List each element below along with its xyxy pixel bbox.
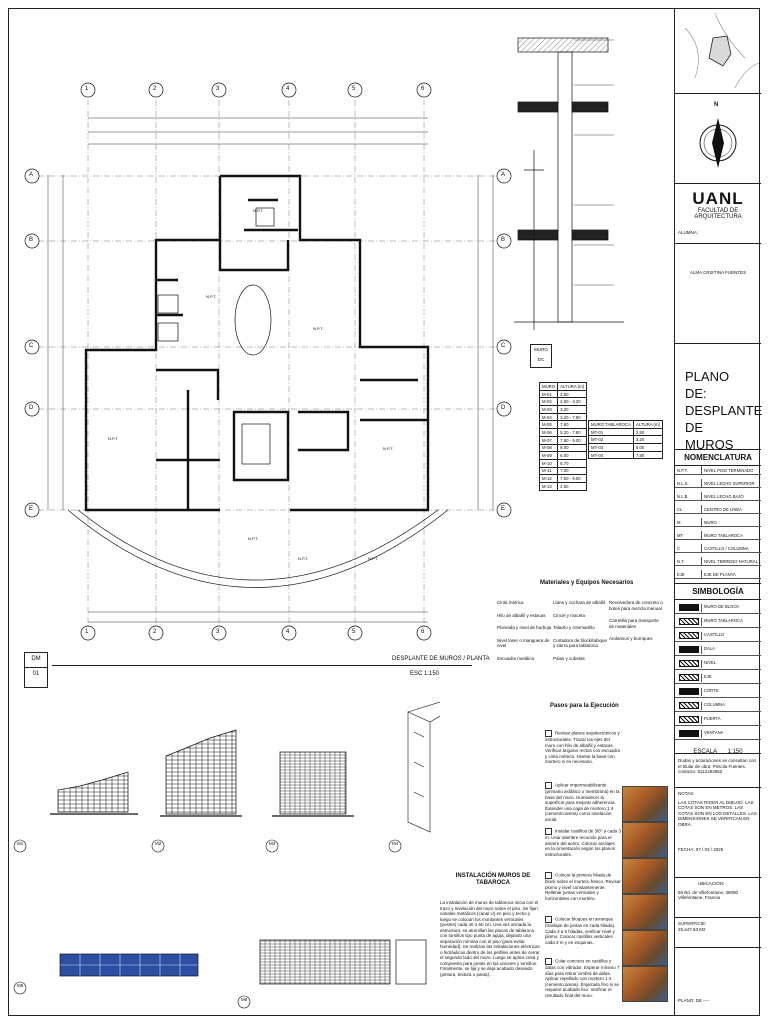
svg-text:N.P.T.: N.P.T. <box>248 536 259 541</box>
svg-text:N.P.T.: N.P.T. <box>383 446 394 451</box>
simbologia-title: SIMBOLOGÍA <box>692 587 744 596</box>
muro-detail-code <box>530 344 552 368</box>
simbologia-label: MURO DE BLOCK <box>701 604 759 612</box>
fecha-label: FECHA: <box>678 847 695 852</box>
nomenclatura-desc: NIVEL TERRENO NATURAL <box>701 557 760 566</box>
construction-photo <box>622 930 668 966</box>
step-bullet-icon <box>545 828 552 835</box>
list-item: Cincel y maceta <box>553 612 586 618</box>
title-block <box>674 8 763 1016</box>
nomenclatura-row <box>675 544 761 553</box>
svg-text:N.P.T.: N.P.T. <box>253 208 264 213</box>
axis-number-bottom: 2 <box>153 629 157 635</box>
pasos-list <box>545 730 621 1012</box>
step-text: Instalar castillos de 3/8" a cada 3 m. Usar alambre recocido para el amarre del acero. Colocar anclajes en la cimentación según los planos estructurales. <box>545 828 621 857</box>
list-item: Carretilla para transporte de materiales <box>609 618 659 629</box>
step-bullet-icon <box>545 782 552 789</box>
table-cell: M-08 <box>540 444 558 452</box>
ubicacion-label: UBICACIÓN: <box>698 881 725 886</box>
step-text: Aplicar impermeabilizante (primario asfáltico o membrana) en la base del muro. Humedecer la superficie para mejorar adherencia. Extender una capa de mortero 1:4 (cemento:arena) como nivelación inicial. <box>545 782 620 822</box>
nomenclatura-row <box>675 518 761 527</box>
table-cell: M-09 <box>540 452 558 460</box>
materiales-title: Materiales y Equipos Necesarios <box>540 580 634 586</box>
table-cell: 5.20 - 7.80 <box>558 429 587 437</box>
tabaroca-height-table <box>588 420 663 459</box>
step-bullet-icon <box>545 958 552 965</box>
simbologia-row <box>675 726 761 740</box>
floor-plan <box>8 40 516 680</box>
table-cell: M-13 <box>540 482 558 490</box>
step-item <box>545 828 621 857</box>
school-name: UANL <box>692 189 744 208</box>
instalacion-text: La instalación de muros de tablaroca inicia con el trazo y nivelación del muro sobre el piso. Se fijan canales metálicos (canal U) en piso y techo y luego se colocan los montantes verticales (postes) cada 40 o 60 cm. Una vez armada la estructura, se atornillan las placas de tablaroca con tornillos tipo punta de aguja, dejando una separación mínima con el piso (para evitar humedad). Se realizan las instalaciones eléctricas o hidráulicas dentro de los perfiles antes de cerrar el segundo lado del muro. Luego se aplica cinta y compuesto para juntas en las uniones y tornillos. Finalmente, se lija y se deja acabado deseado (pintura, textura o pasta). <box>440 900 540 977</box>
table-row <box>589 444 663 452</box>
nomenclatura-desc: CASTILLO / COLUMNA <box>701 544 760 553</box>
simbologia-list <box>675 600 761 740</box>
nomenclatura-row <box>675 505 761 514</box>
construction-photo <box>622 858 668 894</box>
axis-number-top: 6 <box>421 86 425 92</box>
nomenclatura-desc: NIVEL LECHO BAJO <box>701 492 760 501</box>
dudas-cell <box>675 754 761 788</box>
muro-detail-code-text: MURO <box>534 347 548 352</box>
svg-text:N.P.T.: N.P.T. <box>313 326 324 331</box>
nomenclatura-row <box>675 466 761 475</box>
simbologia-label: PUERTA <box>701 716 759 724</box>
nomenclatura-row <box>675 531 761 540</box>
plan-title-rule <box>52 665 472 666</box>
symbol-icon <box>679 632 699 639</box>
detail-code: M6 <box>241 997 248 1002</box>
table-row <box>540 413 587 421</box>
nomenclatura-code: EJE <box>677 572 685 577</box>
plan-scale: ESC 1:150 <box>410 671 440 677</box>
superficie-value: 25,447.63 M2 <box>678 926 706 932</box>
location-map <box>675 8 761 94</box>
plano-num-cell <box>675 948 761 1015</box>
table-cell: MT-01 <box>589 428 634 436</box>
plan-num: 01 <box>32 671 40 677</box>
nomenclatura-desc: MURO <box>701 518 760 527</box>
north-arrow-cell <box>675 94 761 184</box>
table-cell: 7.80 - 9.00 <box>558 436 587 444</box>
axis-number-top: 1 <box>85 86 89 92</box>
table-cell: 7.80 <box>558 421 587 429</box>
table-header: MURO <box>540 383 558 391</box>
alumna-cell <box>675 244 761 344</box>
table-cell: MT-02 <box>589 436 634 444</box>
symbol-icon <box>679 604 699 611</box>
instalacion-title: INSTALACIÓN MUROS DE TABAROCA <box>455 873 531 886</box>
simbologia-row <box>675 684 761 698</box>
list-item: Hilo de albañil y estacas <box>497 612 546 618</box>
table-row <box>540 444 587 452</box>
simbologia-label: VENTANA <box>701 730 759 738</box>
nomenclatura-row <box>675 557 761 566</box>
table-header: MURO TABLAROCA <box>589 421 634 429</box>
table-cell: M-03 <box>540 406 558 414</box>
simbologia-label: CASTILLO <box>701 632 759 640</box>
nomenclatura-code: N.L.B. <box>677 494 689 499</box>
table-cell: MT-04 <box>589 451 634 459</box>
step-text: Revisar planos arquitectónicos y estructurales. Trazar los ejes del muro con hilo de albañil y estacas. Verificar ángulos rectos con escuadra y cinta métrica. Nivelar la base con mortero si es necesario. <box>545 730 621 764</box>
axis-number-bottom: 3 <box>216 629 220 635</box>
axis-letter-left: B <box>29 237 34 243</box>
table-cell: M-04 <box>540 413 558 421</box>
simbologia-row <box>675 600 761 614</box>
step-item <box>545 730 621 765</box>
nomenclatura-code: N.T. <box>677 559 685 564</box>
step-item <box>545 916 621 945</box>
plano-title-cell <box>675 344 761 450</box>
simbologia-row <box>675 614 761 628</box>
plano-title: PLANO DE: DESPLANTE DE MUROS <box>685 369 763 452</box>
table-cell: 9.00 <box>558 444 587 452</box>
construction-photo <box>622 966 668 1002</box>
step-text: Colar concreto en castillos y dalas con vibrador. Esperar mínimo 7 días para retirar cimbra de dalas. Aplicar repellado con mortero 1:4 (cemento:arena). Enjarrado fino si se requiere acabado liso. Verificar el resultado final del muro. <box>545 958 620 998</box>
detail-code: M4 <box>392 841 399 846</box>
table-row <box>540 398 587 406</box>
table-cell: M-12 <box>540 475 558 483</box>
simbologia-row <box>675 642 761 656</box>
simbologia-label: EJE <box>701 674 759 682</box>
detail-code: M1 <box>17 841 24 846</box>
ubicacion-value: 58 Bd. de Villefontaine, 38090 Villefontaine, Francia <box>678 889 738 900</box>
svg-text:N.P.T.: N.P.T. <box>298 556 309 561</box>
nomenclatura-row <box>675 492 761 501</box>
step-item <box>545 958 621 998</box>
table-cell: 6.00 <box>558 452 587 460</box>
nomenclatura-desc: CENTRO DE LÍNEA <box>701 505 760 514</box>
detail-code: M3 <box>269 841 276 846</box>
detail-code: M2 <box>155 841 162 846</box>
axis-letter-right: D <box>501 405 506 411</box>
step-text: Colocar bloques en arranque (traslape de juntas en cada hilada). Cada 3 a 5 hiladas, verificar nivel y plomo. Colocar castillos verticales cada 3 m y en esquinas. <box>545 916 616 945</box>
table-cell: M-06 <box>540 429 558 437</box>
axis-letter-right: C <box>501 343 506 349</box>
symbol-icon <box>679 730 699 737</box>
escala-cell <box>675 740 761 754</box>
axis-letter-left: E <box>29 506 34 512</box>
list-item: Cortadora de block/tabique y sierra para tablaroca <box>553 637 608 648</box>
muro-detail-num-text: DC <box>537 356 545 362</box>
axis-number-bottom: 6 <box>421 629 425 635</box>
svg-text:N.P.T.: N.P.T. <box>206 294 217 299</box>
step-bullet-icon <box>545 872 552 879</box>
table-cell: M-07 <box>540 436 558 444</box>
axis-number-bottom: 5 <box>352 629 356 635</box>
list-item: Taladro y rotomartillo <box>553 625 595 630</box>
nomenclatura-code: M <box>677 520 681 525</box>
table-cell: 3.20 - 7.80 <box>558 413 587 421</box>
list-item: Revolvedora de concreto o botes para mezcla manual <box>609 600 663 611</box>
simbologia-label: COLUMNA <box>701 702 759 710</box>
table-row <box>589 436 663 444</box>
escala-value: 1:150 <box>727 749 743 755</box>
symbol-icon <box>679 702 699 709</box>
materiales-column <box>553 600 609 668</box>
axis-number-top: 5 <box>352 86 356 92</box>
axis-number-top: 2 <box>153 86 157 92</box>
symbol-icon <box>679 660 699 667</box>
nomenclatura-code: N.P.T. <box>677 468 688 473</box>
list-item: Plomada y nivel de burbuja <box>497 625 552 630</box>
svg-text:N.P.T.: N.P.T. <box>368 556 379 561</box>
construction-photo <box>622 786 668 822</box>
table-cell: 2.50 - 3.20 <box>558 398 587 406</box>
table-cell: M-10 <box>540 459 558 467</box>
plan-title: DESPLANTE DE MUROS / PLANTA <box>392 656 490 662</box>
pasos-title: Pasos para la Ejecución <box>550 703 619 709</box>
table-row <box>540 459 587 467</box>
table-cell: 7.00 - 9.00 <box>558 475 587 483</box>
table-row <box>540 429 587 437</box>
nomenclatura-desc: NIVEL PISO TERMINADO <box>701 466 760 475</box>
faculty-name: FACULTAD DE ARQUITECTURA <box>694 208 742 220</box>
table-row <box>540 390 587 398</box>
table-cell: 2.50 <box>558 482 587 490</box>
table-cell: 7.00 <box>558 467 587 475</box>
list-item: Llana y cuchara de albañil <box>553 600 606 605</box>
nomenclatura-header <box>675 450 761 466</box>
axis-letter-left: A <box>29 172 34 178</box>
plano-num: DE ---- <box>695 998 710 1003</box>
alumna-label: ALUMNA: <box>678 230 699 235</box>
table-cell: 3.20 <box>558 406 587 414</box>
axis-letter-left: D <box>29 405 34 411</box>
table-row <box>540 467 587 475</box>
table-row <box>540 452 587 460</box>
axis-letter-right: B <box>501 237 506 243</box>
axis-number-top: 4 <box>286 86 290 92</box>
symbol-icon <box>679 674 699 681</box>
north-arrow-icon <box>698 112 738 174</box>
notas-text: LAS COTAS RIGEN AL DIBUJO. LAS COTAS SON EN METROS. LAS COTAS SON EN LOS DETALLES. LAS DIMENSIONES SE VERIFICAN EN OBRA. <box>678 799 757 827</box>
simbologia-row <box>675 656 761 670</box>
nomenclatura-title: NOMENCLATURA <box>684 453 752 462</box>
nomenclatura-code: N.L.S. <box>677 481 689 486</box>
plano-label: PLANO: <box>678 998 695 1003</box>
list-item: Escuadra metálica <box>497 655 535 661</box>
simbologia-row <box>675 712 761 726</box>
table-cell: 6.70 <box>558 459 587 467</box>
table-cell: 6.00 <box>633 444 662 452</box>
alumna-name: ALMA CRISTINA FUENTES <box>689 270 747 275</box>
table-header: ALTURA (m) <box>558 383 587 391</box>
table-row <box>540 406 587 414</box>
axis-letter-left: C <box>29 343 34 349</box>
axis-number-bottom: 1 <box>85 629 89 635</box>
table-cell: 7.80 <box>633 451 662 459</box>
notas-label: NOTAS: <box>678 791 695 796</box>
location-map-image <box>675 8 761 94</box>
north-label: N <box>714 102 719 108</box>
escala-label: ESCALA <box>693 749 718 755</box>
table-row <box>589 428 663 436</box>
superficie-cell <box>675 918 761 948</box>
step-text: Colocar la primera hilada de block sobre el mortero fresco. Revisar plomo y nivel constantemente. Rellenar juntas verticales y horizontales con mortero. <box>545 872 621 901</box>
fecha-value: 07 / 03 / 2025 <box>695 847 724 852</box>
table-cell: M-05 <box>540 421 558 429</box>
muros-height-table <box>539 382 587 491</box>
axis-number-bottom: 4 <box>286 629 290 635</box>
step-item <box>545 872 621 901</box>
simbologia-label: DALA <box>701 646 759 654</box>
nomenclatura-desc: EJE DE PLANTA <box>701 570 760 579</box>
nomenclatura-row <box>675 479 761 488</box>
nomenclatura-code: CL <box>677 507 683 512</box>
svg-text:N.P.T.: N.P.T. <box>108 436 119 441</box>
table-cell: M-01 <box>540 390 558 398</box>
simbologia-row <box>675 670 761 684</box>
plan-code-box <box>24 652 48 688</box>
materiales-column <box>609 600 665 649</box>
axis-letter-right: E <box>501 506 506 512</box>
superficie-label: SUPERFICIE: <box>678 921 707 926</box>
simbologia-row <box>675 628 761 642</box>
step-bullet-icon <box>545 730 552 737</box>
table-row <box>540 436 587 444</box>
symbol-icon <box>679 646 699 653</box>
nomenclatura-code: MT <box>677 533 684 538</box>
table-cell: 2.50 <box>633 428 662 436</box>
notas-cell <box>675 788 761 878</box>
nomenclatura-code: C <box>677 546 681 551</box>
table-cell: M-02 <box>540 398 558 406</box>
table-row <box>540 475 587 483</box>
list-item: Nivel láser o manguera de nivel <box>497 637 550 648</box>
table-cell: 2.50 <box>558 390 587 398</box>
school-cell <box>675 184 761 244</box>
simbologia-header <box>675 584 761 600</box>
plan-code: DM <box>31 656 41 662</box>
dudas-text: Dudas y aclaraciones se consultan con el titular de obra: Priscila Fuentes. contacto: 8112262852 <box>678 758 757 774</box>
nomenclatura-desc: NIVEL LECHO SUPERIOR <box>701 479 760 488</box>
nomenclatura-row <box>675 570 761 579</box>
nomenclatura-list <box>675 466 761 584</box>
symbol-icon <box>679 618 699 625</box>
table-cell: 3.20 <box>633 436 662 444</box>
materiales-column <box>497 600 553 668</box>
construction-photo <box>622 894 668 930</box>
table-row <box>540 421 587 429</box>
step-item <box>545 782 621 822</box>
list-item: Palas y cubetas <box>553 655 585 661</box>
detail-code: M5 <box>17 983 24 988</box>
bottom-details <box>10 692 440 1012</box>
ubicacion-cell <box>675 878 761 918</box>
table-cell: M-11 <box>540 467 558 475</box>
list-item: Andamios y burriques <box>609 636 653 641</box>
materiales-list <box>497 600 667 684</box>
list-item: Cinta métrica <box>497 600 524 605</box>
simbologia-label: NIVEL <box>701 660 759 668</box>
axis-number-top: 3 <box>216 86 220 92</box>
table-row <box>589 451 663 459</box>
step-bullet-icon <box>545 916 552 923</box>
table-header: ALTURA (m) <box>633 421 662 429</box>
table-row <box>540 482 587 490</box>
axis-letter-right: A <box>501 172 506 178</box>
symbol-icon <box>679 716 699 723</box>
muro-section-detail <box>514 30 674 350</box>
symbol-icon <box>679 688 699 695</box>
simbologia-label: MURO TABLAROCA <box>701 618 759 626</box>
nomenclatura-desc: MURO TABLAROCA <box>701 531 760 540</box>
table-cell: MT-03 <box>589 444 634 452</box>
simbologia-label: CORTE <box>701 688 759 696</box>
construction-photo <box>622 822 668 858</box>
simbologia-row <box>675 698 761 712</box>
